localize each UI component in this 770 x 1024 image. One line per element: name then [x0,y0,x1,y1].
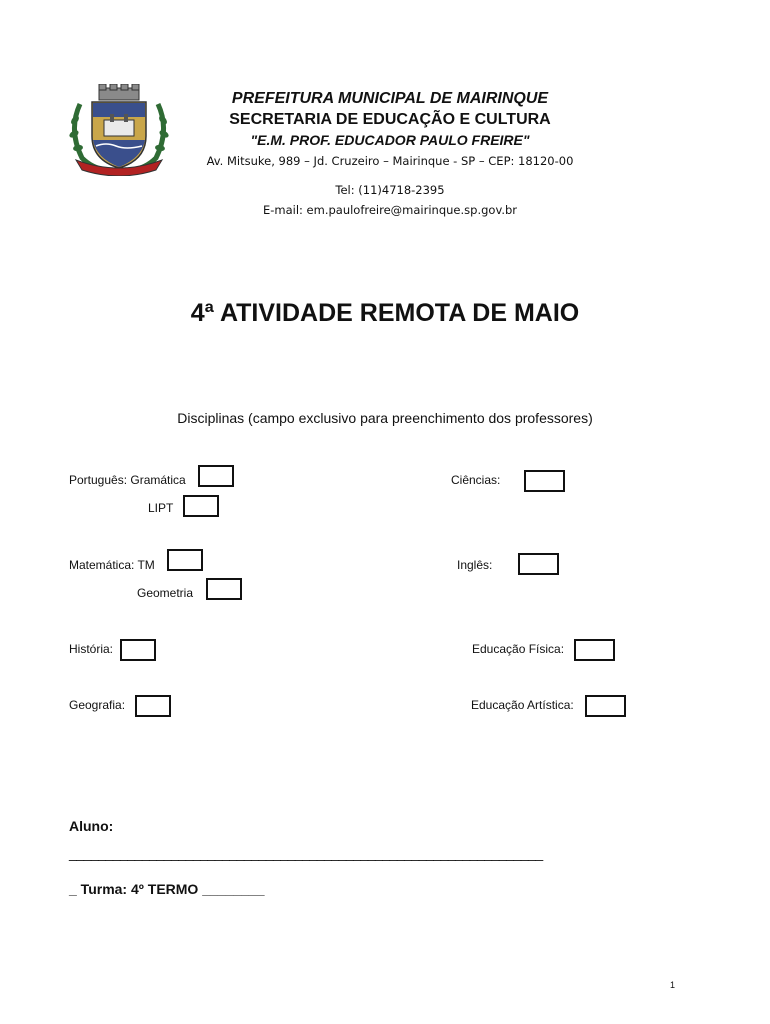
municipal-crest-logo [66,84,172,176]
matematica-tm-checkbox[interactable] [167,549,203,571]
matematica-tm-label: Matemática: TM [69,558,155,572]
educacao-fisica-label: Educação Física: [472,642,565,656]
geometria-checkbox[interactable] [206,578,242,600]
aluno-name-line[interactable]: _________________________________________________________________ [69,845,543,861]
disciplines-subtitle: Disciplinas (campo exclusivo para preenchimento dos professores) [177,410,593,426]
portugues-gramatica-label: Português: Gramática [69,473,186,487]
geometria-label: Geometria [137,586,194,600]
document-title: 4ª ATIVIDADE REMOTA DE MAIO [190,299,580,327]
geografia-label: Geografia: [69,698,126,712]
school-email: E-mail: em.paulofreire@mairinque.sp.gov.br [262,203,518,217]
lipt-label: LIPT [148,501,174,515]
ciencias-checkbox[interactable] [524,470,565,492]
educacao-artistica-checkbox[interactable] [585,695,626,717]
historia-label: História: [69,642,114,656]
portugues-gramatica-checkbox[interactable] [198,465,234,487]
ingles-label: Inglês: [457,558,493,572]
secretaria-title: SECRETARIA DE EDUCAÇÃO E CULTURA [229,111,551,128]
educacao-artistica-label: Educação Artística: [471,698,574,712]
turma-line[interactable]: _ Turma: 4º TERMO ________ [69,881,265,897]
ciencias-label: Ciências: [451,473,501,487]
historia-checkbox[interactable] [120,639,156,661]
ingles-checkbox[interactable] [518,553,559,575]
page-number: 1 [670,980,676,990]
educacao-fisica-checkbox[interactable] [574,639,615,661]
aluno-label: Aluno: [69,818,114,834]
school-name: "E.M. PROF. EDUCADOR PAULO FREIRE" [250,132,530,148]
school-address: Av. Mitsuke, 989 – Jd. Cruzeiro – Mairinque - SP – CEP: 18120-00 [206,154,574,168]
school-phone: Tel: (11)4718-2395 [335,183,445,197]
prefeitura-title: PREFEITURA MUNICIPAL DE MAIRINQUE [231,90,549,107]
lipt-checkbox[interactable] [183,495,219,517]
geografia-checkbox[interactable] [135,695,171,717]
